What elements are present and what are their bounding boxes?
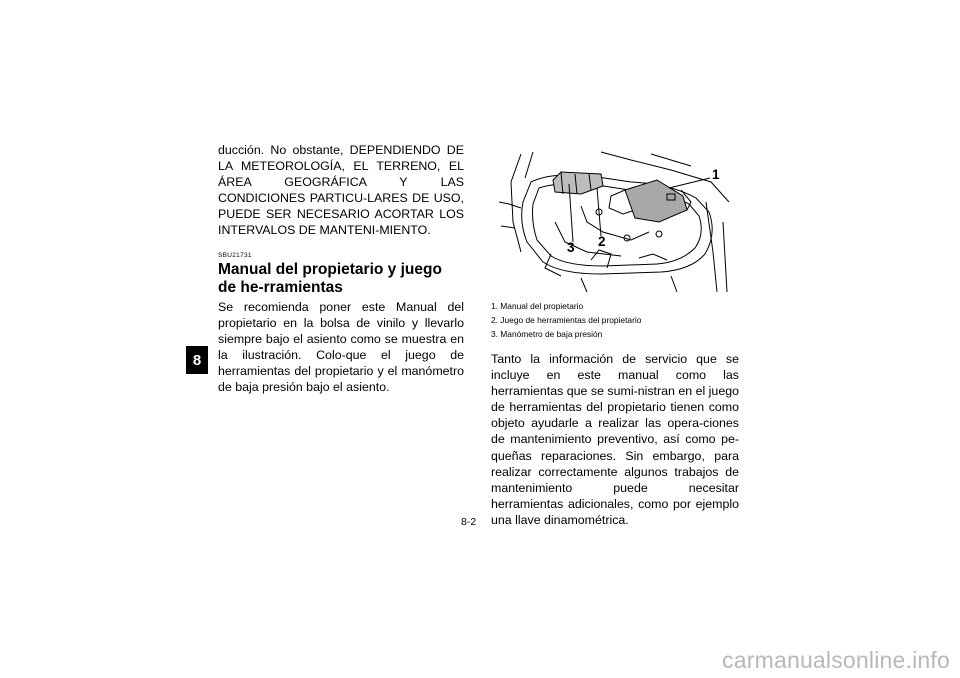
intro-paragraph: ducción. No obstante, DEPENDIENDO DE LA METEOROLOGÍA, EL TERRENO, EL ÁREA GEOGRÁFICA Y LAS CONDICIONES PARTICU-LARES DE USO, PUEDE SER NECESARIO ACORTAR LOS INTERVALOS DE MANTENI-MIENTO. (218, 143, 464, 238)
under-seat-drawing (491, 142, 739, 297)
chapter-tab: 8 (186, 346, 208, 374)
left-column (218, 142, 464, 395)
caption-item: 3. Manómetro de baja presión (491, 329, 603, 339)
right-column (491, 142, 739, 528)
section-code: SBU21731 (218, 251, 252, 259)
caption-item: 2. Juego de herramientas del propietario (491, 315, 642, 325)
caption-item: 1. Manual del propietario (491, 301, 584, 311)
service-paragraph: Tanto la información de servicio que se incluye en este manual como las herramientas que se sumi-nistran en el juego de herramientas del propietario tienen como objeto ayudarle a realizar las opera-ciones de mantenimiento preventivo, así como pe-queñas reparaciones. Sin embargo, para realizar correctamente algunos trabajos de mantenimiento puede necesitar herramientas adicionales, como por ejemplo una llave dinamométrica. (491, 352, 739, 527)
figure-captions (491, 299, 739, 341)
section-paragraph: Se recomienda poner este Manual del propietario en la bolsa de vinilo y llevarlo siempre bajo el asiento como se muestra en la ilustración. Colo-que el juego de herramientas del propietario y el manómetro de baja presión bajo el asiento. (218, 299, 464, 395)
under-seat-illustration (491, 142, 739, 297)
callout-1: 1 (712, 167, 720, 182)
watermark: carmanualsonline.info (722, 647, 950, 673)
callout-3: 3 (567, 240, 575, 255)
callout-2: 2 (598, 234, 606, 249)
page-number: 8-2 (461, 516, 477, 528)
section-heading: Manual del propietario y juego de he-rramientas (218, 260, 442, 296)
